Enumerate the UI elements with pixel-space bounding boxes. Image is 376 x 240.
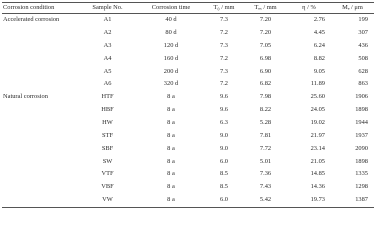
row-condition: Natural corrosion — [3, 93, 48, 101]
row-corrosion-time: 320 d — [163, 80, 179, 88]
row-t0: 8.5 — [220, 170, 228, 178]
row-sample-no: STF — [101, 131, 113, 139]
row-corrosion-time: 8 a — [167, 106, 175, 114]
row-me: 199 — [358, 16, 368, 24]
row-sample-no: A1 — [103, 16, 112, 24]
row-me: 1937 — [355, 131, 368, 139]
row-condition — [2, 168, 77, 181]
table-row — [2, 53, 374, 66]
row-tex: 5.28 — [259, 118, 272, 126]
row-me: 508 — [358, 54, 368, 62]
row-sample-no: VBF — [101, 183, 114, 191]
table-row — [2, 117, 374, 130]
row-tex: 5.42 — [244, 194, 287, 207]
table-row — [2, 27, 374, 40]
row-eta: 6.24 — [313, 41, 325, 49]
row-eta: 8.82 — [313, 54, 325, 62]
table-row — [2, 142, 374, 155]
row-tex: 7.20 — [259, 29, 272, 37]
row-tex: 7.72 — [259, 144, 272, 152]
table-row — [2, 130, 374, 143]
row-me: 1898 — [355, 106, 368, 114]
row-corrosion-time: 8 a — [167, 157, 175, 165]
table-row — [2, 168, 374, 181]
row-tex: 6.82 — [259, 80, 272, 88]
row-tex: 8.22 — [259, 106, 272, 114]
row-sample-no: VTF — [101, 170, 114, 178]
row-condition — [2, 194, 77, 207]
row-eta: 19.02 — [310, 118, 325, 126]
row-condition — [2, 53, 77, 66]
row-me: 1906 — [355, 93, 368, 101]
row-corrosion-time: 8 a — [167, 170, 175, 178]
row-eta: 25.60 — [310, 93, 325, 101]
row-tex: 7.05 — [259, 41, 272, 49]
row-sample-no: A4 — [103, 54, 112, 62]
corrosion-data-table — [2, 2, 374, 208]
table-row — [2, 14, 374, 27]
row-condition — [2, 181, 77, 194]
table-row — [2, 40, 374, 53]
row-tex: 7.36 — [259, 170, 272, 178]
table-body — [2, 14, 374, 208]
row-tex: 5.01 — [259, 157, 272, 165]
row-sample-no: A6 — [103, 80, 112, 88]
table-row — [2, 104, 374, 117]
row-eta: 14.85 — [310, 170, 325, 178]
row-condition — [2, 104, 77, 117]
row-sample-no: SW — [102, 157, 113, 165]
row-corrosion-time: 8 a — [138, 194, 204, 207]
row-me: 1335 — [355, 170, 368, 178]
row-condition — [2, 117, 77, 130]
row-t0: 7.3 — [220, 67, 228, 75]
row-sample-no: SBF — [101, 144, 114, 152]
row-t0: 7.3 — [220, 16, 228, 24]
row-t0: 9.0 — [220, 144, 228, 152]
row-corrosion-time: 160 d — [163, 54, 179, 62]
row-condition — [2, 78, 77, 91]
row-t0: 9.6 — [220, 93, 228, 101]
row-eta: 2.76 — [313, 16, 325, 24]
row-me: 628 — [358, 67, 368, 75]
row-me: 436 — [358, 41, 368, 49]
row-me: 1387 — [331, 194, 374, 207]
row-condition — [2, 155, 77, 168]
table-header — [2, 3, 374, 14]
row-corrosion-time: 80 d — [165, 29, 177, 37]
row-eta: 9.05 — [313, 67, 325, 75]
row-sample-no: HBF — [101, 106, 114, 114]
row-sample-no: A2 — [103, 29, 112, 37]
row-t0: 7.3 — [220, 41, 228, 49]
row-me: 1298 — [355, 183, 368, 191]
row-corrosion-time: 40 d — [165, 16, 177, 24]
row-me: 2090 — [355, 144, 368, 152]
row-sample-no: HW — [102, 118, 113, 126]
table-row — [2, 65, 374, 78]
header-sample-no: Sample No. — [77, 3, 138, 14]
header-corrosion-condition: Corrosion condition — [2, 3, 77, 14]
table-row — [2, 155, 374, 168]
row-tex: 7.43 — [259, 183, 272, 191]
table-row — [2, 194, 374, 207]
row-t0: 7.2 — [220, 54, 228, 62]
row-t0: 7.2 — [220, 80, 228, 88]
row-corrosion-time: 200 d — [163, 67, 179, 75]
row-corrosion-time: 8 a — [167, 93, 175, 101]
table-row — [2, 78, 374, 91]
row-t0: 9.6 — [220, 106, 228, 114]
row-condition — [2, 27, 77, 40]
row-tex: 7.20 — [259, 16, 272, 24]
table-row — [2, 181, 374, 194]
row-t0: 6.0 — [220, 157, 228, 165]
header-tex: Tₑₓ / mm — [244, 3, 287, 14]
row-t0: 8.5 — [220, 183, 228, 191]
row-tex: 7.98 — [259, 93, 272, 101]
header-me: Mₑ / μm — [331, 3, 374, 14]
table-row — [2, 91, 374, 104]
row-corrosion-time: 8 a — [167, 131, 175, 139]
row-condition — [2, 40, 77, 53]
row-eta: 23.14 — [310, 144, 325, 152]
row-eta: 19.73 — [287, 194, 331, 207]
row-condition — [2, 130, 77, 143]
header-corrosion-time: Corrosion time — [138, 3, 204, 14]
header-t0: T₀ / mm — [204, 3, 244, 14]
row-corrosion-time: 8 a — [167, 183, 175, 191]
row-corrosion-time: 120 d — [163, 41, 179, 49]
row-me: 307 — [358, 29, 368, 37]
row-sample-no: HTF — [101, 93, 114, 101]
header-row — [2, 3, 374, 14]
row-sample-no: A5 — [103, 67, 112, 75]
row-eta: 21.97 — [310, 131, 325, 139]
row-eta: 11.89 — [310, 80, 325, 88]
row-eta: 24.05 — [310, 106, 325, 114]
row-sample-no: VW — [77, 194, 138, 207]
row-eta: 4.45 — [313, 29, 325, 37]
row-t0: 9.0 — [220, 131, 228, 139]
row-tex: 6.90 — [259, 67, 272, 75]
row-me: 863 — [358, 80, 368, 88]
row-condition: Accelerated corrosion — [3, 16, 60, 24]
header-eta: η / % — [287, 3, 331, 14]
row-sample-no: A3 — [103, 41, 112, 49]
row-eta: 21.05 — [310, 157, 325, 165]
row-corrosion-time: 8 a — [167, 118, 175, 126]
row-tex: 6.98 — [259, 54, 272, 62]
row-me: 1898 — [355, 157, 368, 165]
row-condition — [2, 142, 77, 155]
row-t0: 7.2 — [220, 29, 228, 37]
row-t0: 6.0 — [204, 194, 244, 207]
row-t0: 6.3 — [220, 118, 228, 126]
row-corrosion-time: 8 a — [167, 144, 175, 152]
row-tex: 7.81 — [259, 131, 272, 139]
row-condition — [2, 65, 77, 78]
row-eta: 14.36 — [310, 183, 325, 191]
row-me: 1944 — [355, 118, 368, 126]
